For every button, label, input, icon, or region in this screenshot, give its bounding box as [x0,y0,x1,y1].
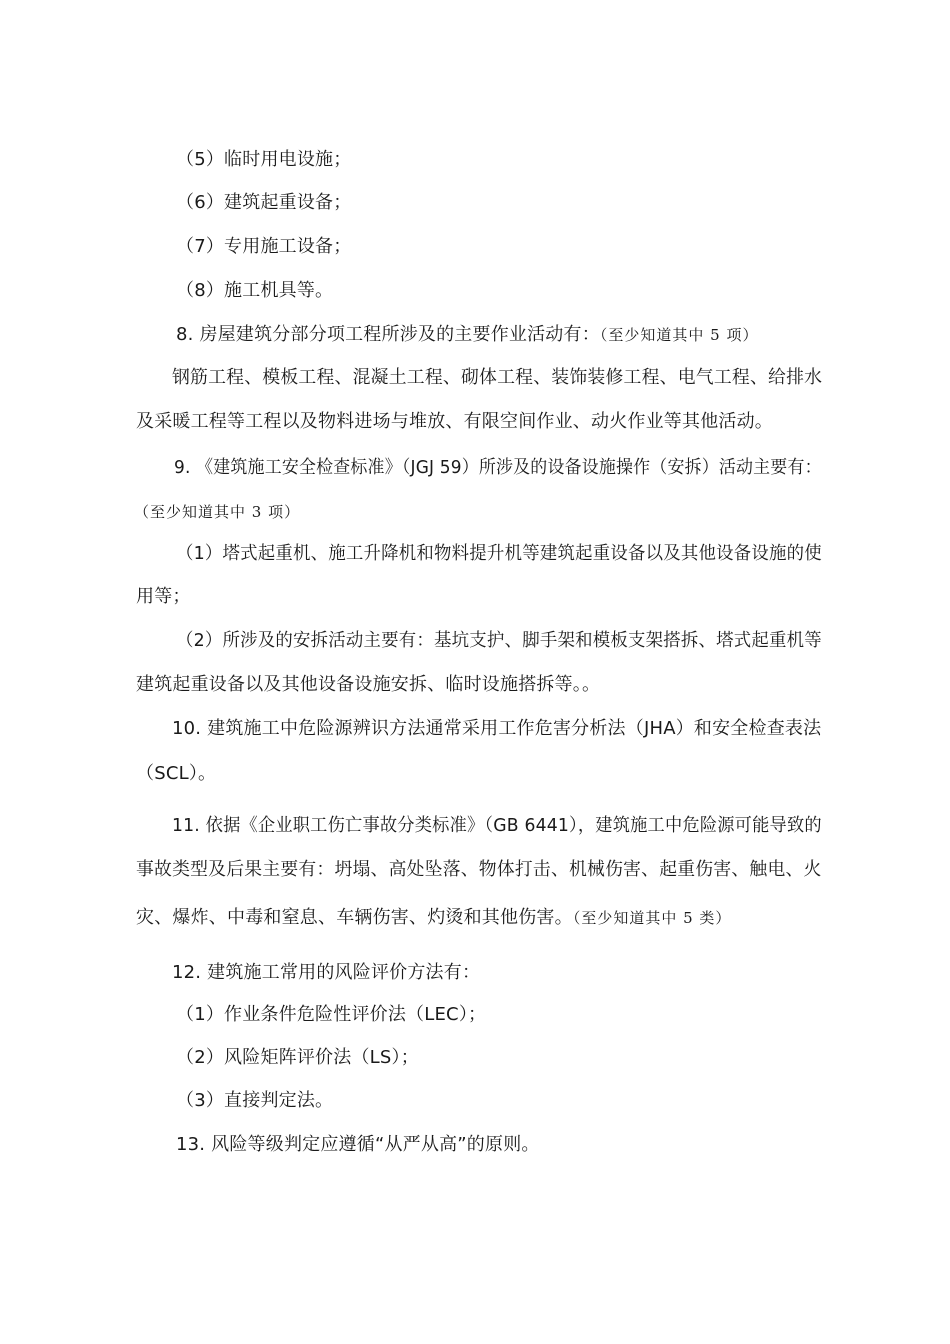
item-11-heading: 11. 依据《企业职工伤亡事故分类标准》（GB 6441），建筑施工中危险源可能导致的 [172,815,822,836]
item-9-note: （至少知道其中 3 项） [134,503,301,521]
paragraph-line: （SCL）。 [136,763,217,784]
paragraph-line: 及采暖工程等工程以及物料进场与堆放、有限空间作业、动火作业等其他活动。 [136,411,773,432]
item-11-note: （至少知道其中 5 类） [572,909,732,927]
item-13-heading: 13. 风险等级判定应遵循“从严从高”的原则。 [176,1134,540,1155]
item-8-note: （至少知道其中 5 项） [599,326,759,344]
item-9-heading: 9. 《建筑施工安全检查标准》（JGJ 59）所涉及的设备设施操作（安拆）活动主要有： [174,457,822,478]
paragraph-line [136,906,731,930]
list-item-2: （2）风险矩阵评价法（LS）； [176,1047,419,1068]
paragraph-line: 钢筋工程、模板工程、混凝土工程、砌体工程、装饰装修工程、电气工程、给排水 [172,367,823,388]
paragraph-line: （1）塔式起重机、施工升降机和物料提升机等建筑起重设备以及其他设备设施的使 [176,543,822,564]
list-item-5: （5）临时用电设施； [176,149,352,170]
item-8-text: 8. 房屋建筑分部分项工程所涉及的主要作业活动有： [176,324,600,345]
list-item-1: （1）作业条件危险性评价法（LEC）； [176,1004,487,1025]
item-12-heading: 12. 建筑施工常用的风险评价方法有： [172,962,481,983]
list-item-3: （3）直接判定法。 [176,1090,334,1111]
paragraph-line: （2）所涉及的安拆活动主要有：基坑支护、脚手架和模板支架搭拆、塔式起重机等 [176,630,822,651]
list-item-6: （6）建筑起重设备； [176,192,352,213]
paragraph-line: 事故类型及后果主要有：坍塌、高处坠落、物体打击、机械伤害、起重伤害、触电、火 [136,859,822,880]
list-item-8: （8）施工机具等。 [176,280,334,301]
list-item-7: （7）专用施工设备； [176,236,352,257]
paragraph-line: 用等； [136,586,191,607]
item-10-heading: 10. 建筑施工中危险源辨识方法通常采用工作危害分析法（JHA）和安全检查表法 [172,718,822,739]
item-11-text: 灾、爆炸、中毒和窒息、车辆伤害、灼烫和其他伤害。 [136,907,573,928]
item-8-heading [176,323,759,347]
paragraph-line: 建筑起重设备以及其他设备设施安拆、临时设施搭拆等。。 [136,674,601,695]
